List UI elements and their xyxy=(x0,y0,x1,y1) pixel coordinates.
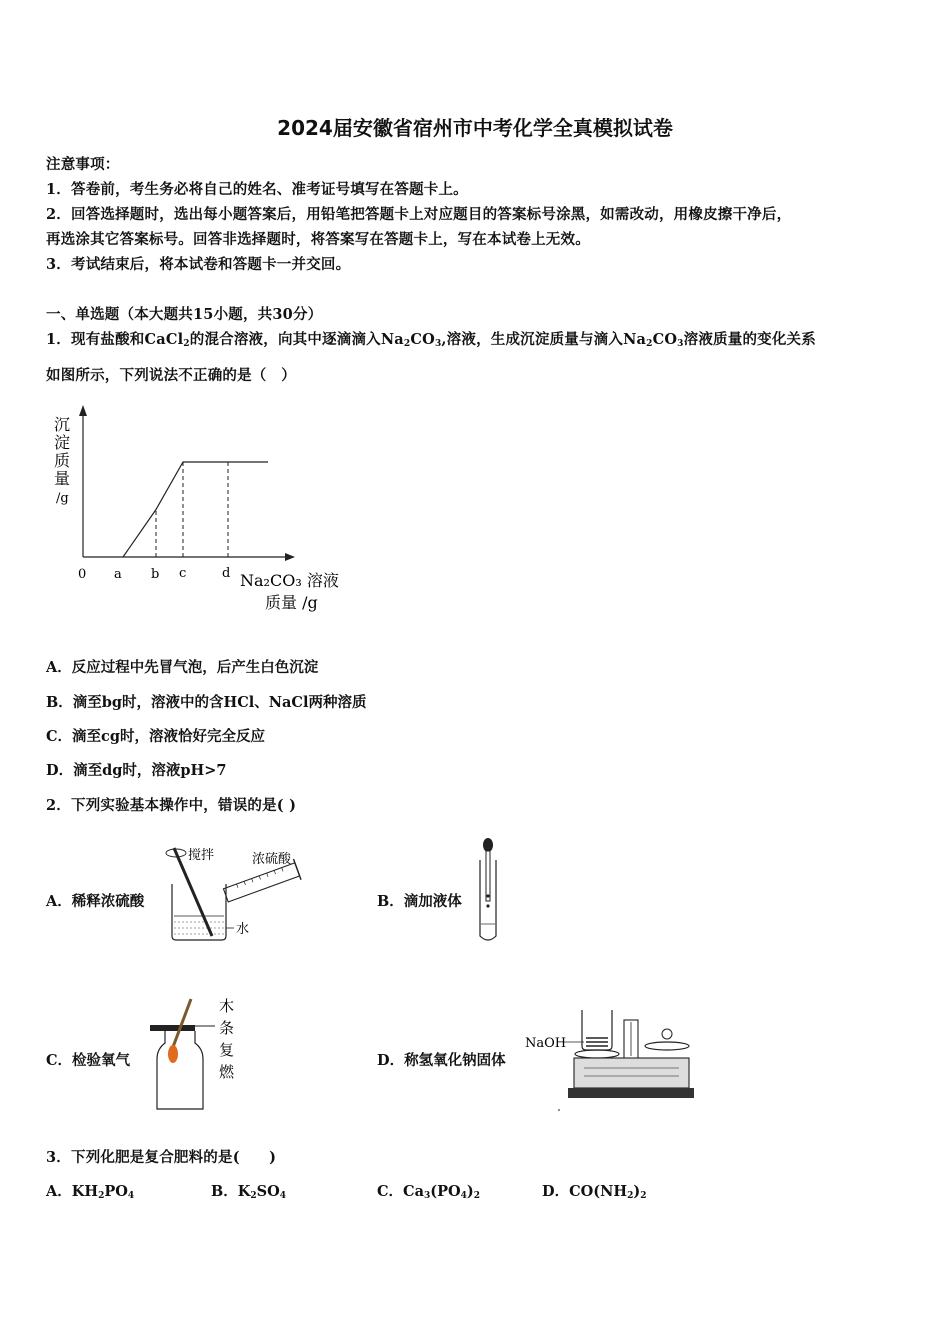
q1-stem: 1．现有盐酸和CaCl$_2$的混合溶液，向其中逐滴滴入$Na_2CO_3$,溶液，生成沉淀质量与滴入$Na_2CO_3$溶液质量的变化关系 xyxy=(46,331,816,349)
balance-base xyxy=(568,1088,694,1098)
weight xyxy=(662,1029,672,1039)
fig-oxygen-test xyxy=(145,995,255,1120)
splint-label-1: 木 xyxy=(219,997,235,1015)
q3-option-b[interactable]: B．$K_2SO_4$ xyxy=(211,1183,286,1201)
q1-option-b[interactable]: B．滴至bg时，溶液中的含HCl、NaCl两种溶质 xyxy=(46,694,367,711)
splint-label-2: 条 xyxy=(219,1019,235,1037)
drop-2 xyxy=(486,904,489,907)
left-pan xyxy=(575,1050,619,1058)
dropper-tube xyxy=(486,851,490,901)
tick-label-a: a xyxy=(114,567,122,582)
q3-option-d[interactable]: D．$CO(NH_2)_2$ xyxy=(542,1183,647,1201)
y-axis-arrow xyxy=(79,405,87,416)
q1-option-a[interactable]: A．反应过程中先冒气泡，后产生白色沉淀 xyxy=(46,659,319,676)
q2-option-c[interactable]: C．检验氧气 xyxy=(46,1052,131,1069)
wood-splint xyxy=(173,999,191,1047)
q3-option-c[interactable]: C．$Ca_3(PO_4)_2$ xyxy=(377,1183,481,1201)
dropper-bulb xyxy=(483,838,493,852)
page-title: 2024届安徽省宿州市中考化学全真模拟试卷 xyxy=(277,116,673,140)
fig-dropper xyxy=(470,836,510,946)
splint-label-4: 燃 xyxy=(219,1063,235,1081)
precipitate-series-line xyxy=(123,462,268,557)
notice-item-2-cont: 再选涂其它答案标号。回答非选择题时，将答案写在答题卡上，写在本试卷上无效。 xyxy=(46,231,590,248)
origin-label: 0 xyxy=(78,567,87,582)
notice-item-3: 3．考试结束后，将本试卷和答题卡一并交回。 xyxy=(46,256,351,273)
q3-stem: 3．下列化肥是复合肥料的是( ) xyxy=(46,1149,277,1166)
flame-icon xyxy=(168,1045,178,1063)
notice-item-2: 2．回答选择题时，选出每小题答案后，用铅笔把答题卡上对应题目的答案标号涂黑，如需改动，用橡皮擦干净后， xyxy=(46,206,792,223)
drop-1 xyxy=(486,894,489,897)
q2-option-d[interactable]: D．称氢氧化钠固体 xyxy=(377,1052,506,1069)
q3-option-a[interactable]: A．$KH_2PO_4$ xyxy=(46,1183,135,1201)
beaker xyxy=(172,884,226,940)
tick-label-d: d xyxy=(222,566,231,581)
q1-option-c[interactable]: C．滴至cg时，溶液恰好完全反应 xyxy=(46,728,266,745)
water-label: 水 xyxy=(236,922,250,937)
x-axis-label-2: 质量 /g xyxy=(265,593,318,612)
section-heading: 一、单选题（本大题共15小题，共30分） xyxy=(46,306,323,323)
q1-option-d[interactable]: D．滴至dg时，溶液pH>7 xyxy=(46,762,227,779)
glass-plate xyxy=(150,1025,195,1031)
y-label-1: 沉 xyxy=(54,415,71,434)
naoh-solid xyxy=(586,1038,608,1046)
x-axis-arrow xyxy=(285,553,295,561)
y-label-unit: /g xyxy=(56,491,69,506)
notice-item-1: 1．答卷前，考生务必将自己的姓名、准考证号填写在答题卡上。 xyxy=(46,181,468,198)
right-pan xyxy=(645,1042,689,1050)
splint-label-3: 复 xyxy=(219,1041,235,1059)
q2-option-b[interactable]: B．滴加液体 xyxy=(377,893,462,910)
q2-stem: 2．下列实验基本操作中，错误的是( ) xyxy=(46,797,297,814)
water-pattern xyxy=(174,922,224,934)
weighing-beaker xyxy=(582,1010,612,1050)
y-label-3: 质 xyxy=(54,451,71,470)
stir-label: 搅拌 xyxy=(188,848,215,863)
fig-balance xyxy=(524,1000,694,1115)
q1-chart xyxy=(40,400,370,620)
tick-label-c: c xyxy=(179,566,187,581)
y-label-2: 淀 xyxy=(54,433,71,452)
balance-body xyxy=(574,1058,689,1088)
tick-label-b: b xyxy=(151,567,160,582)
y-label-4: 量 xyxy=(54,469,71,488)
x-axis-label-1: Na₂CO₃ 溶液 xyxy=(240,571,339,590)
q1-stem-line2: 如图所示，下列说法不正确的是（ ） xyxy=(46,367,296,384)
fig-dilute-acid xyxy=(160,836,320,946)
notice-heading: 注意事项： xyxy=(46,156,120,173)
gas-jar xyxy=(157,1031,203,1109)
acid-label: 浓硫酸 xyxy=(252,852,292,867)
q2-option-a[interactable]: A．稀释浓硫酸 xyxy=(46,893,145,910)
naoh-label: NaOH xyxy=(525,1036,567,1051)
